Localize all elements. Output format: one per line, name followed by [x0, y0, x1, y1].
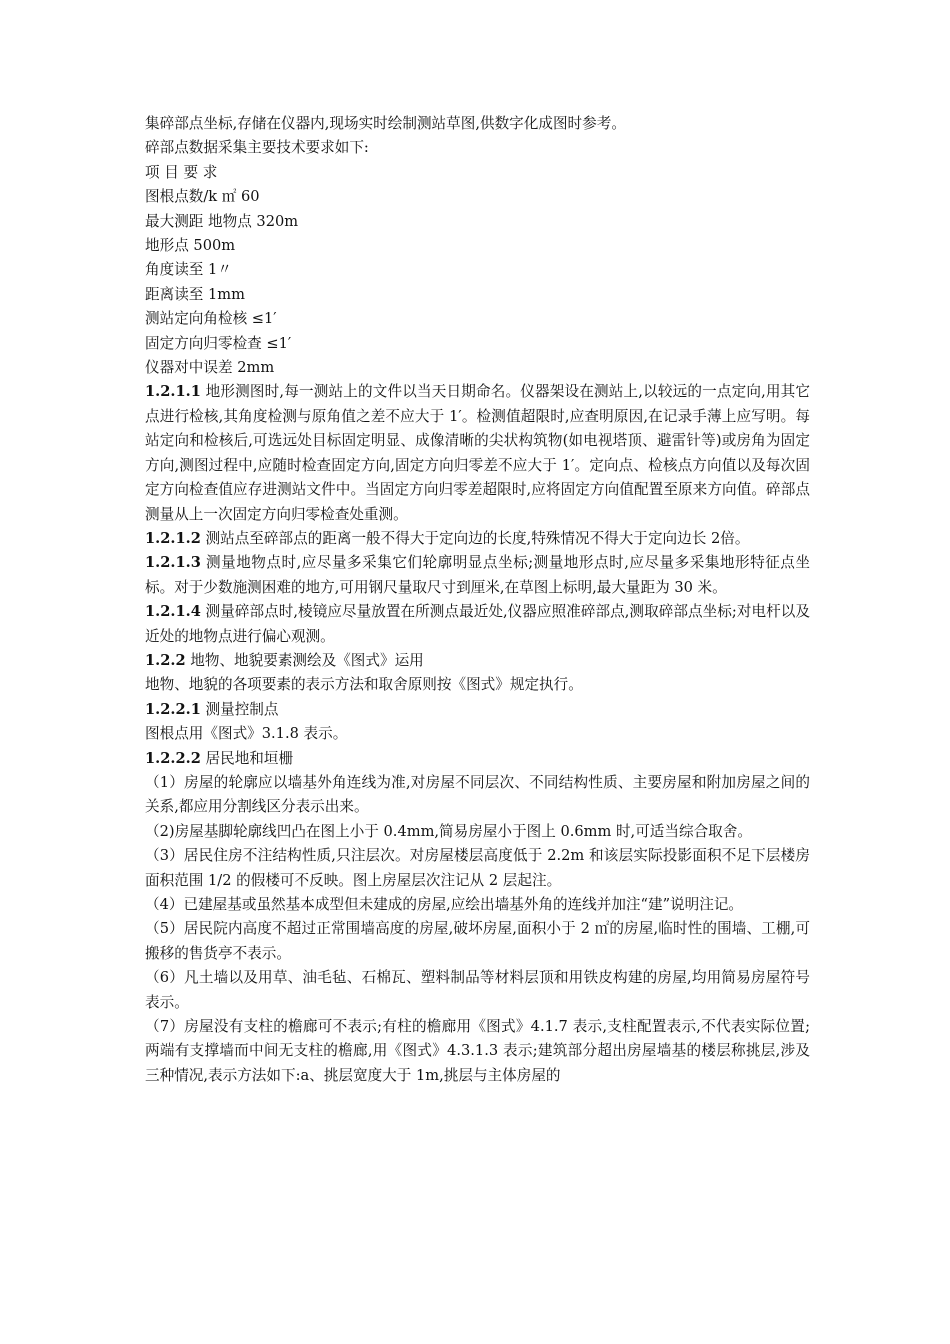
section-text: （6）凡土墙以及用草、油毛毡、石棉瓦、塑料制品等材料层顶和用铁皮构建的房屋,均用简易房屋符号表示。: [145, 969, 810, 1011]
section-text: 测量控制点: [200, 700, 279, 718]
list-item: [145, 893, 810, 917]
table-row: 固定方向归零检查 ≤1′: [145, 334, 292, 352]
section-text: 测量地物点时,应尽量多采集它们轮廓明显点坐标;测量地形点时,应尽量多采集地形特征点坐标。对于少数施测困难的地方,可用钢尺量取尺寸到厘米,在草图上标明,最大量距为 30 米。: [145, 554, 810, 596]
section-paragraph: [145, 380, 810, 526]
table-row: 角度读至 1〃: [145, 261, 232, 279]
list-item: [145, 1015, 810, 1088]
section-text: （5）居民院内高度不超过正常围墙高度的房屋,破坏房屋,面积小于 2 ㎡的房屋,临时性的围墙、工棚,可搬移的售货亭不表示。: [145, 920, 810, 962]
table-row: 最大测距 地物点 320m: [145, 212, 299, 230]
body-paragraph: [145, 722, 810, 746]
section-paragraph: [145, 527, 810, 551]
section-number: 1.2.1.3: [145, 554, 201, 572]
section-text: 地形测图时,每一测站上的文件以当天日期命名。仪器架设在测站上,以较远的一点定向,用其它点进行检核,其角度检测与原角值之差不应大于 1′。检测值超限时,应查明原因,在记录手薄上应写明。每站定向和检核后,可选远处目标固定明显、成像清晰的尖状构筑物(如电视塔顶、避雷针等)或房角为固定方向,测图过程中,应随时检查固定方向,固定方向归零差不应大于 1′。定向点、检核点方向值以及每次固定方向检查值应存进测站文件中。当固定方向归零差超限时,应将固定方向值配置至原来方向值。碎部点测量从上一次固定方向归零检查处重测。: [145, 383, 810, 523]
section-text: （4）已建屋基或虽然基本成型但未建成的房屋,应绘出墙基外角的连线并加注“建”说明注记。: [145, 896, 744, 913]
list-item: [145, 966, 810, 1015]
list-item: [145, 771, 810, 820]
section-heading: [145, 698, 810, 722]
section-text: 地物、地貌要素测绘及《图式》运用: [185, 651, 424, 669]
section-text: 测量碎部点时,棱镜应尽量放置在所测点最近处,仪器应照准碎部点,测取碎部点坐标;对电杆以及近处的地物点进行偏心观测。: [145, 603, 810, 645]
section-heading: [145, 649, 810, 673]
section-text: 图根点用《图式》3.1.8 表示。: [145, 725, 348, 743]
section-number: 1.2.2.2: [145, 749, 201, 767]
table-row: 测站定向角检核 ≤1′: [145, 310, 277, 328]
section-number: 1.2.2.1: [145, 700, 201, 718]
section-text: （1）房屋的轮廓应以墙基外角连线为准,对房屋不同层次、不同结构性质、主要房屋和附加房屋之间的关系,都应用分割线区分表示出来。: [145, 773, 810, 816]
section-paragraph: [145, 551, 810, 600]
table-row: 仪器对中误差 2mm: [145, 359, 275, 377]
table-header: 项 目 要 求: [145, 163, 218, 181]
section-heading: [145, 747, 810, 771]
section-text: （2)房屋基脚轮廓线凹凸在图上小于 0.4mm,简易房屋小于图上 0.6mm 时,可适当综合取舍。: [145, 822, 752, 840]
document-page: [145, 112, 810, 1088]
list-item: [145, 844, 810, 893]
section-number: 1.2.1.2: [145, 529, 201, 547]
section-text: 测站点至碎部点的距离一般不得大于定向边的长度,特殊情况不得大于定向边长 2倍。: [200, 529, 750, 547]
intro-line-2: 碎部点数据采集主要技术要求如下:: [145, 139, 369, 157]
section-text: （3）居民住房不注结构性质,只注层次。对房屋楼层高度低于 2.2m 和该层实际投影面积不足下层楼房面积范围 1/2 的假楼可不反映。图上房屋层次注记从 2 层起注。: [145, 847, 810, 889]
table-row: 地形点 500m: [145, 237, 236, 255]
section-text: （7）房屋没有支柱的檐廊可不表示;有柱的檐廊用《图式》4.1.7 表示,支柱配置表示,不代表实际位置;两端有支撑墙而中间无支柱的檐廊,用《图式》4.3.1.3 表示;建筑部分超出房屋墙基的楼层称挑层,涉及三种情况,表示方法如下:a、挑层宽度大于 1m,挑层与主体房屋的: [145, 1018, 810, 1084]
list-item: [145, 917, 810, 966]
table-row: 距离读至 1mm: [145, 285, 245, 303]
section-number: 1.2.2: [145, 651, 186, 669]
list-item: [145, 820, 810, 844]
section-text: 地物、地貌的各项要素的表示方法和取舍原则按《图式》规定执行。: [145, 676, 583, 694]
section-number: 1.2.1.4: [145, 603, 201, 621]
section-number: 1.2.1.1: [145, 383, 201, 401]
table-row: 图根点数/k ㎡ 60: [145, 188, 260, 206]
section-text: 居民地和垣栅: [200, 749, 294, 767]
intro-line-1: 集碎部点坐标,存储在仪器内,现场实时绘制测站草图,供数字化成图时参考。: [145, 115, 626, 132]
body-paragraph: [145, 673, 810, 697]
section-paragraph: [145, 600, 810, 649]
